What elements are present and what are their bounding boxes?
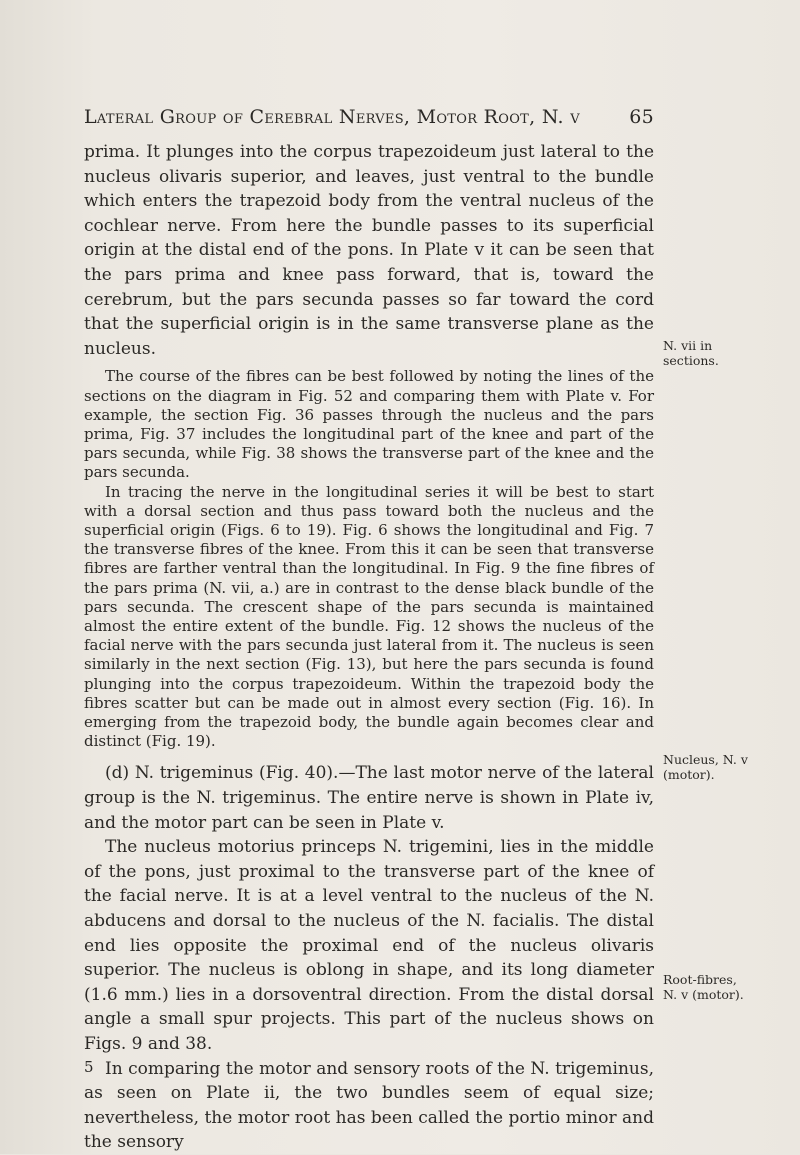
paragraph-pars-secunda: prima. It plunges into the corpus trapezoideum just lateral to the nucleus olivaris superior, and leaves, just ventral to the bundle which enters the trapezoid body from the ventral nucleus of the cochlear nerve. From here the bundle passes to its superficial origin at the distal end of the pons. In Plate v it can be seen that the pars prima and knee pass forward, that is, toward the cerebrum, but the pars secunda passes so far toward the cord that the superficial origin is in the same transverse plane as the nucleus. (84, 142, 654, 359)
paragraph-course-of-fibres: The course of the fibres can be best followed by noting the lines of the sections on the diagram in Fig. 52 and comparing them with Plate v. For example, the section Fig. 36 passes through the nucleus and the pars prima, Fig. 37 includes the longitudinal part of the knee and part of the pars secunda, while Fig. 38 shows the transverse part of the knee and the pars secunda. (84, 367, 654, 482)
paragraph-root-comparison: In comparing the motor and sensory roots of the N. trigeminus, as seen on Plate ii, the two bundles seem of equal size; nevertheless, the motor root has been called the portio minor and the sensory (84, 1058, 654, 1153)
paragraph-trigeminus-intro: (d) N. trigeminus (Fig. 40).—The last motor nerve of the lateral group is the N. trigeminus. The entire nerve is shown in Plate iv, and the motor part can be seen in Plate v. (84, 763, 654, 833)
page-number: 65 (629, 106, 654, 128)
running-title: Lateral Group of Cerebral Nerves, Motor Root, N. v (84, 106, 580, 128)
body-text (84, 140, 654, 1155)
paragraph-longitudinal-series: In tracing the nerve in the longitudinal series it will be best to start with a dorsal section and thus pass toward both the nucleus and the superficial origin (Figs. 6 to 19). Fig. 6 shows the longitudinal and Fig. 7 the transverse fibres of the knee. From this it can be seen that transverse fibres are farther ventral than the longitudinal. In Fig. 9 the fine fibres of the pars prima (N. vii, a.) are in contrast to the dense black bundle of the pars secunda. The crescent shape of the pars secunda is maintained almost the entire extent of the bundle. Fig. 12 shows the nucleus of the facial nerve with the pars secunda just lateral from it. The nucleus is seen similarly in the next section (Fig. 13), but here the pars secunda is found plunging into the corpus trapezoideum. Within the trapezoid body the fibres scatter but can be made out in almost every section (Fig. 16). In emerging from the trapezoid body, the bundle again becomes clear and distinct (Fig. 19). (84, 482, 654, 751)
running-header (84, 106, 654, 128)
margin-note-n7-sections: N. vii in sections. (663, 338, 719, 368)
signature-mark: 5 (84, 1058, 94, 1076)
paragraph-nucleus-motorius: The nucleus motorius princeps N. trigemini, lies in the middle of the pons, just proximal to the transverse part of the knee of the facial nerve. It is at a level ventral to the nucleus of the N. abducens and dorsal to the nucleus of the N. facialis. The distal end lies opposite the proximal end of the nucleus olivaris superior. The nucleus is oblong in shape, and its long diameter (1.6 mm.) lies in a dorsoventral direction. From the distal dorsal angle a small spur projects. This part of the nucleus shows on Figs. 9 and 38. (84, 837, 654, 1054)
margin-note-root-fibres: Root-fibres, N. v (motor). (663, 972, 744, 1002)
margin-note-nucleus-n5: Nucleus, N. v (motor). (663, 752, 748, 782)
